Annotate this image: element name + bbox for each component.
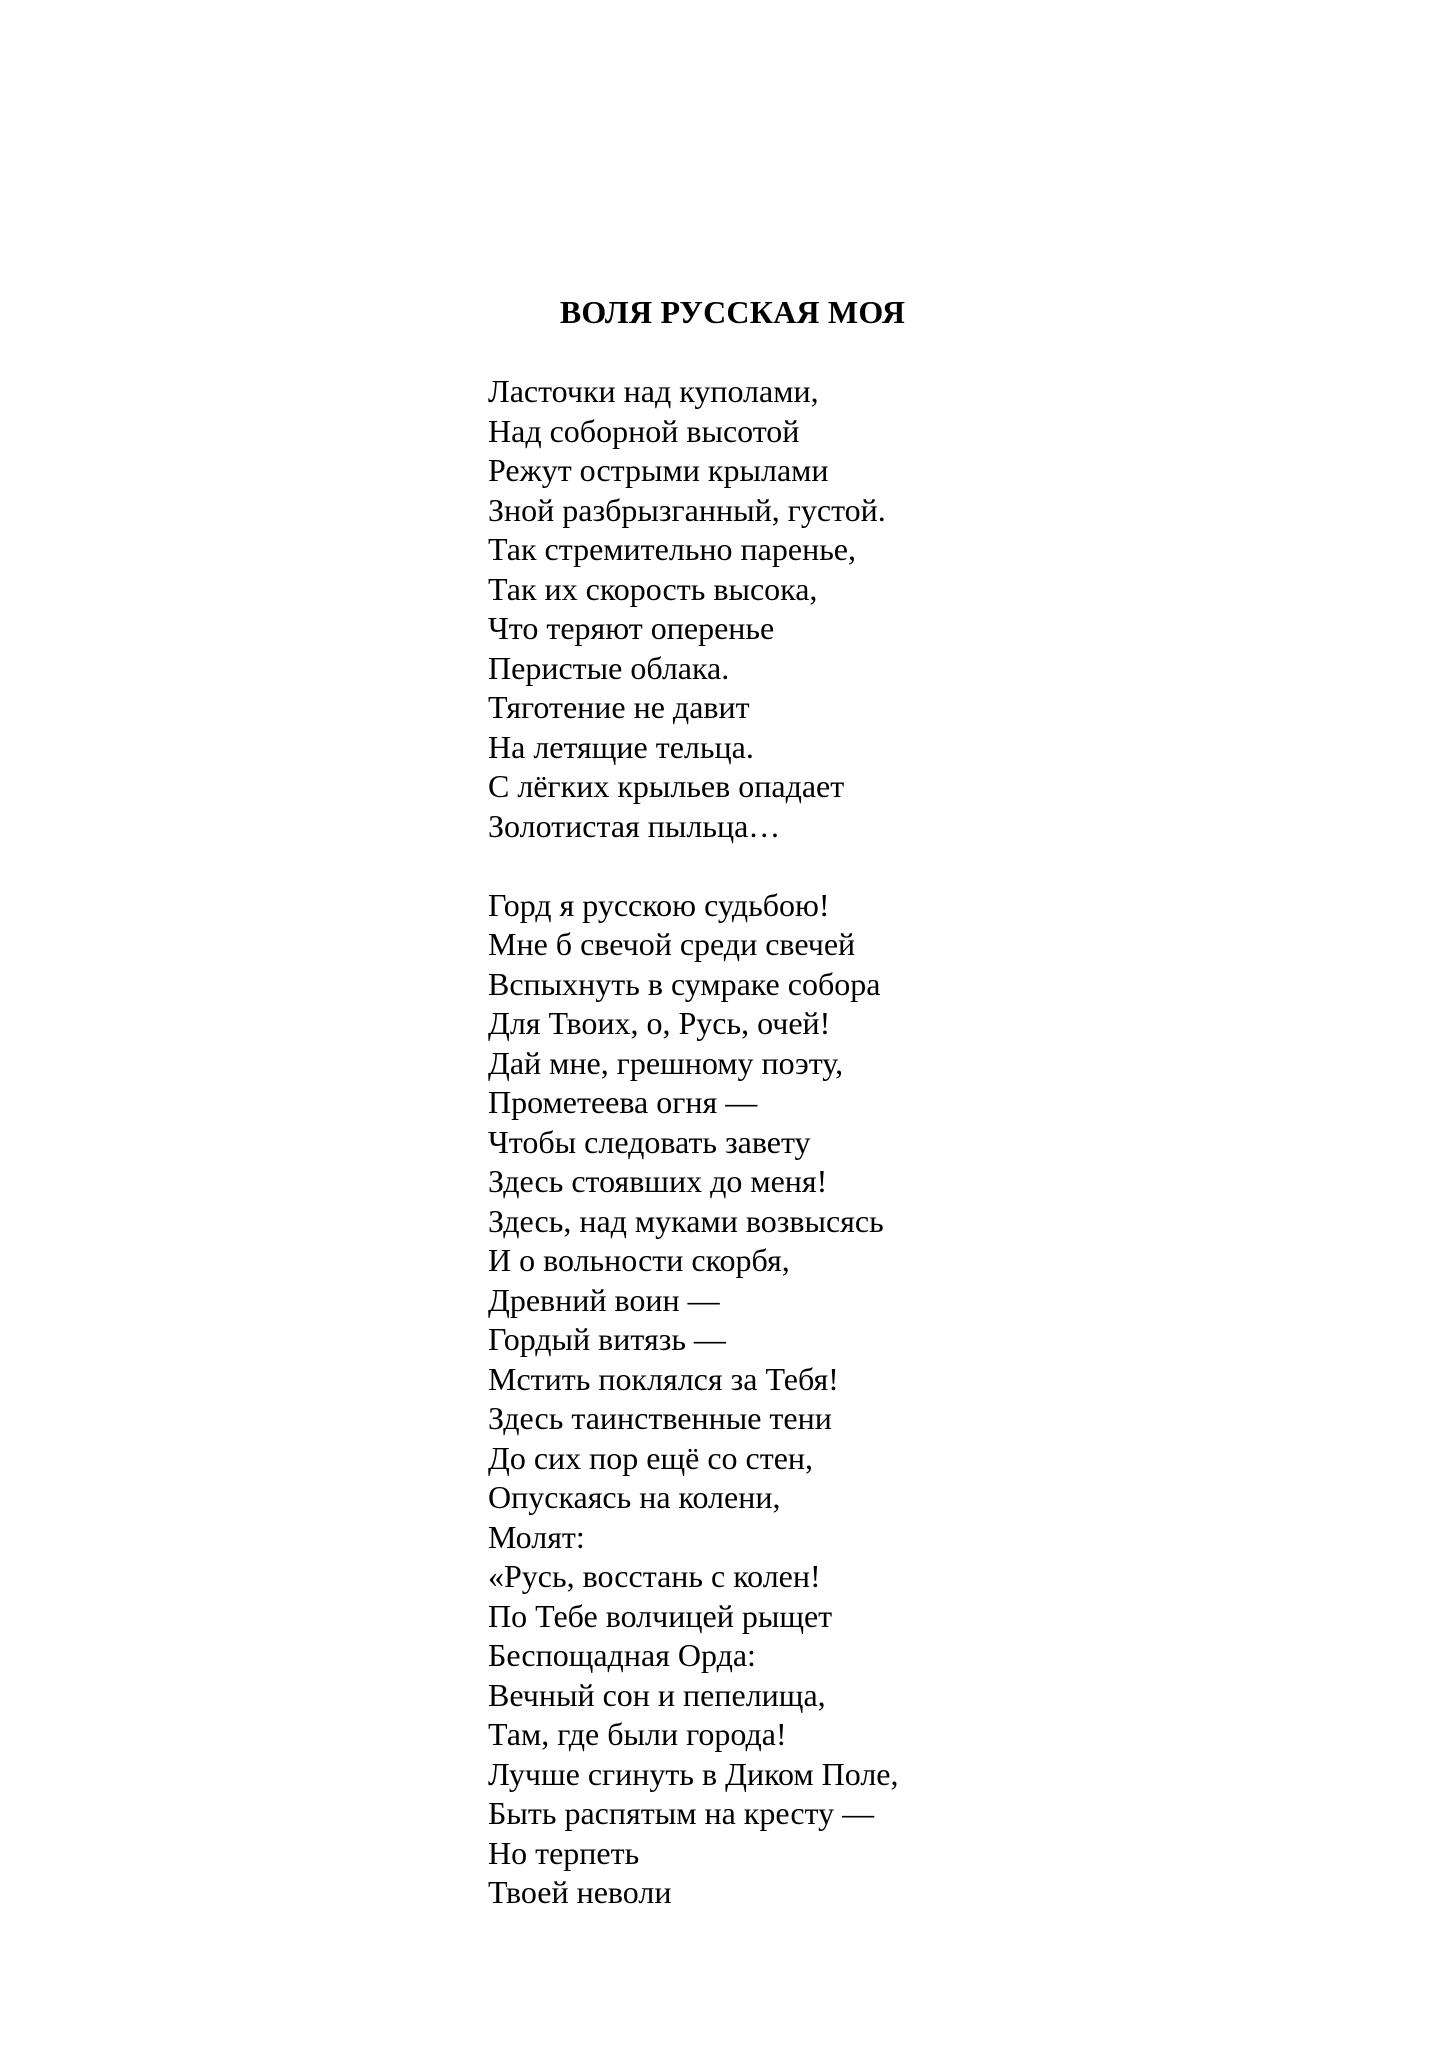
poem-line: «Русь, восстань с колен! (488, 1558, 821, 1594)
poem-line: Опускаясь на колени, (488, 1479, 781, 1515)
poem-line: Ласточки над куполами, (488, 373, 819, 409)
poem-line: Здесь стоявших до меня! (488, 1163, 828, 1199)
poem-line: Так их скорость высока, (488, 570, 818, 607)
poem-line: Режут острыми крылами (488, 452, 829, 488)
poem-line: С лёгких крыльев опадает (488, 768, 845, 804)
poem-line: На летящие тельца. (488, 728, 754, 765)
poem-line: Вечный сон и пепелища, (488, 1676, 826, 1713)
stanza-2 (488, 886, 1388, 1913)
stanza-1 (488, 372, 1388, 846)
poem-line: Но терпеть (488, 1834, 640, 1871)
poem-line: Прометеева огня — (488, 1084, 758, 1120)
poem-line: Так стремительно паренье, (488, 531, 856, 567)
poem-line: Здесь таинственные тени (488, 1400, 832, 1436)
poem-line: Вспыхнуть в сумраке собора (488, 965, 881, 1002)
poem-line: Что теряют оперенье (488, 610, 775, 646)
poem-line: Перистые облака. (488, 649, 730, 686)
poem-line: Там, где были города! (488, 1716, 787, 1752)
poem-line: Золотистая пыльца… (488, 807, 781, 844)
poem-body (488, 372, 1388, 1913)
poem-line: Для Твоих, о, Русь, очей! (488, 1005, 831, 1041)
poem-line: Мстить поклялся за Тебя! (488, 1360, 839, 1397)
poem-line: Тяготение не давит (488, 689, 750, 725)
poem-line: Твоей неволи (488, 1874, 672, 1910)
poem-line: Над соборной высотой (488, 412, 800, 449)
poem-line: Мне б свечой среди свечей (488, 926, 856, 962)
poem-line: Чтобы следовать завету (488, 1123, 811, 1160)
poem-line: Здесь, над муками возвысясь (488, 1202, 884, 1239)
poem-title: ВОЛЯ РУССКАЯ МОЯ (559, 294, 906, 330)
poem-line: Горд я русскою судьбою! (488, 886, 830, 923)
poem-line: Гордый витязь — (488, 1321, 726, 1357)
poem-line: Беспощадная Орда: (488, 1637, 756, 1673)
poem-line: До сих пор ещё со стен, (488, 1439, 814, 1476)
poem-line: Зной разбрызганный, густой. (488, 491, 886, 528)
poem-line: Молят: (488, 1518, 585, 1555)
poem-line: Лучше сгинуть в Диком Поле, (488, 1755, 899, 1792)
poem-line: Быть распятым на кресту — (488, 1795, 875, 1831)
poem-line: Дай мне, грешному поэту, (488, 1044, 844, 1081)
poem-line: По Тебе волчицей рыщет (488, 1597, 833, 1634)
poem-line: И о вольности скорбя, (488, 1242, 790, 1278)
poem-line: Древний воин — (488, 1281, 720, 1318)
